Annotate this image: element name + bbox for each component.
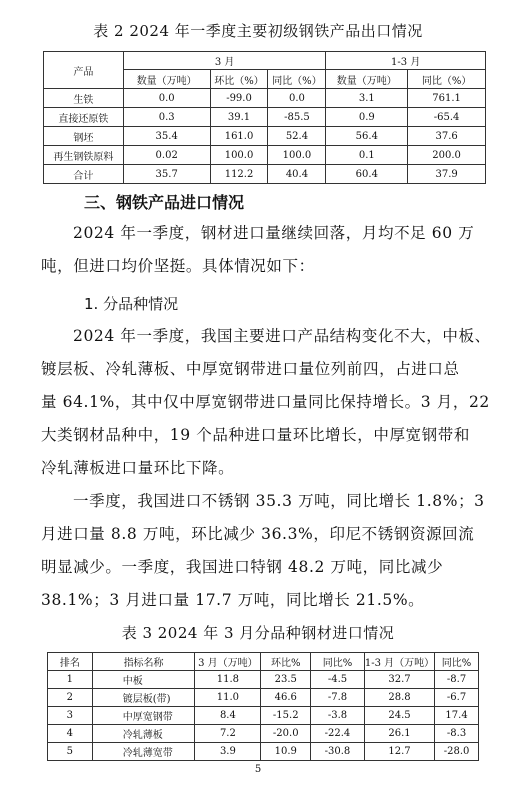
paragraph-line: 2024 年一季度，钢材进口量继续回落，月均不足 60 万 [73,224,475,242]
table-cell: 3 [48,707,93,725]
table-cell: 10.9 [261,743,311,761]
paragraph-product-structure [41,320,491,485]
paragraph-line: 大类钢材品种中，19 个品种进口量环比增长，中厚宽钢带和 [41,426,470,444]
product-name-cell: 中板 [92,671,195,689]
table-cell: -20.0 [261,725,311,743]
table-cell: -65.4 [408,108,486,127]
table-cell: 3.9 [195,743,261,761]
table2-group-q1: 1-3 月 [326,52,486,70]
table2-subheader: 数量（万吨） [326,70,408,89]
table-cell: 161.0 [210,127,268,146]
table2-subheader: 同比（%） [408,70,486,89]
page-number: 5 [254,764,262,775]
table-cell: 17.4 [435,707,479,725]
table-cell: 40.4 [268,165,326,184]
table-row [44,89,486,108]
table-cell: -85.5 [268,108,326,127]
table-row [48,707,479,725]
table2-group-march: 3 月 [123,52,326,70]
table-cell: 56.4 [326,127,408,146]
table-row [44,146,486,165]
table-cell: 23.5 [261,671,311,689]
table-cell: -6.7 [435,689,479,707]
table-cell: 0.1 [326,146,408,165]
table-cell: -4.5 [311,671,365,689]
table-cell: 11.0 [195,689,261,707]
table-row [48,743,479,761]
table-cell: -15.2 [261,707,311,725]
table-header-row [48,653,479,671]
table-cell: 60.4 [326,165,408,184]
table-cell: 24.5 [364,707,434,725]
column-header: 环比% [261,653,311,671]
table-cell: -22.4 [311,725,365,743]
table-cell: 2 [48,689,93,707]
paragraph-line: 镀层板、冷轧薄板、中厚宽钢带进口量位列前四，占进口总 [41,360,460,378]
row-label: 直接还原铁 [44,108,124,127]
table-cell: 46.6 [261,689,311,707]
table-cell: 28.8 [364,689,434,707]
product-name-cell: 镀层板(带) [92,689,195,707]
table-cell: 35.4 [123,127,210,146]
paragraph-line: 38.1%；3 月进口量 17.7 万吨，同比增长 21.5%。 [41,591,425,609]
table2-subheader: 同比（%） [268,70,326,89]
table-cell: -7.8 [311,689,365,707]
table-cell: 12.7 [364,743,434,761]
subsection-heading: 1. 分品种情况 [84,295,179,313]
section-heading: 三、钢铁产品进口情况 [84,193,245,212]
paragraph-line: 月进口量 8.8 万吨，环比减少 36.3%，印尼不锈钢资源回流 [41,525,475,543]
paragraph-stainless-special-steel [41,485,485,617]
table-row [44,165,486,184]
paragraph-line: 冷轧薄板进口量环比下降。 [41,459,235,477]
table-cell: 0.02 [123,146,210,165]
table3-caption: 表 3 2024 年 3 月分品种钢材进口情况 [121,624,395,642]
table-cell: 26.1 [364,725,434,743]
table-row [48,689,479,707]
table-cell: 52.4 [268,127,326,146]
table2-subheader: 环比（%） [210,70,268,89]
table-cell: -99.0 [210,89,268,108]
paragraph-line: 一季度，我国进口不锈钢 35.3 万吨，同比增长 1.8%；3 [73,492,485,510]
row-label: 生铁 [44,89,124,108]
table3-import-by-product [47,652,479,761]
table-row [44,127,486,146]
table-cell: -30.8 [311,743,365,761]
column-header: 1-3 月（万吨） [364,653,434,671]
table2-export [43,51,486,184]
table2-subheader: 数量（万吨） [123,70,210,89]
product-name-cell: 中厚宽钢带 [92,707,195,725]
table-cell: -8.3 [435,725,479,743]
table-cell: -28.0 [435,743,479,761]
table-cell: 0.9 [326,108,408,127]
table-cell: 11.8 [195,671,261,689]
table-cell: 200.0 [408,146,486,165]
table-row [48,725,479,743]
table-cell: -3.8 [311,707,365,725]
table-cell: 0.0 [268,89,326,108]
table-cell: 100.0 [210,146,268,165]
table-cell: 112.2 [210,165,268,184]
table-cell: 35.7 [123,165,210,184]
table-cell: 100.0 [268,146,326,165]
table-cell: 37.9 [408,165,486,184]
table2-product-header: 产品 [44,52,124,89]
paragraph-line: 量 64.1%，其中仅中厚宽钢带进口量同比保持增长。3 月，22 [41,393,490,411]
paragraph-line: 2024 年一季度，我国主要进口产品结构变化不大，中板、 [73,327,491,345]
table-cell: 8.4 [195,707,261,725]
table-row [48,671,479,689]
table-cell: 3.1 [326,89,408,108]
table-cell: 5 [48,743,93,761]
table2-caption: 表 2 2024 年一季度主要初级钢铁产品出口情况 [93,22,423,40]
column-header: 3 月（万吨） [195,653,261,671]
table-cell: 0.3 [123,108,210,127]
column-header: 排名 [48,653,93,671]
row-label: 钢坯 [44,127,124,146]
product-name-cell: 冷轧薄板 [92,725,195,743]
table-cell: 1 [48,671,93,689]
table-cell: 4 [48,725,93,743]
product-name-cell: 冷轧薄宽带 [92,743,195,761]
paragraph-line: 明显减少。一季度，我国进口特钢 48.2 万吨，同比减少 [41,558,444,576]
table-cell: 37.6 [408,127,486,146]
table-cell: 7.2 [195,725,261,743]
table-cell: 0.0 [123,89,210,108]
paragraph-line: 吨，但进口均价坚挺。具体情况如下： [41,257,315,275]
table-cell: 32.7 [364,671,434,689]
table-cell: 761.1 [408,89,486,108]
column-header: 指标名称 [92,653,195,671]
table-cell: -8.7 [435,671,479,689]
row-label: 合计 [44,165,124,184]
row-label: 再生钢铁原料 [44,146,124,165]
table-cell: 39.1 [210,108,268,127]
column-header: 同比% [311,653,365,671]
column-header: 同比% [435,653,479,671]
paragraph-overview [41,217,481,283]
table-row [44,108,486,127]
